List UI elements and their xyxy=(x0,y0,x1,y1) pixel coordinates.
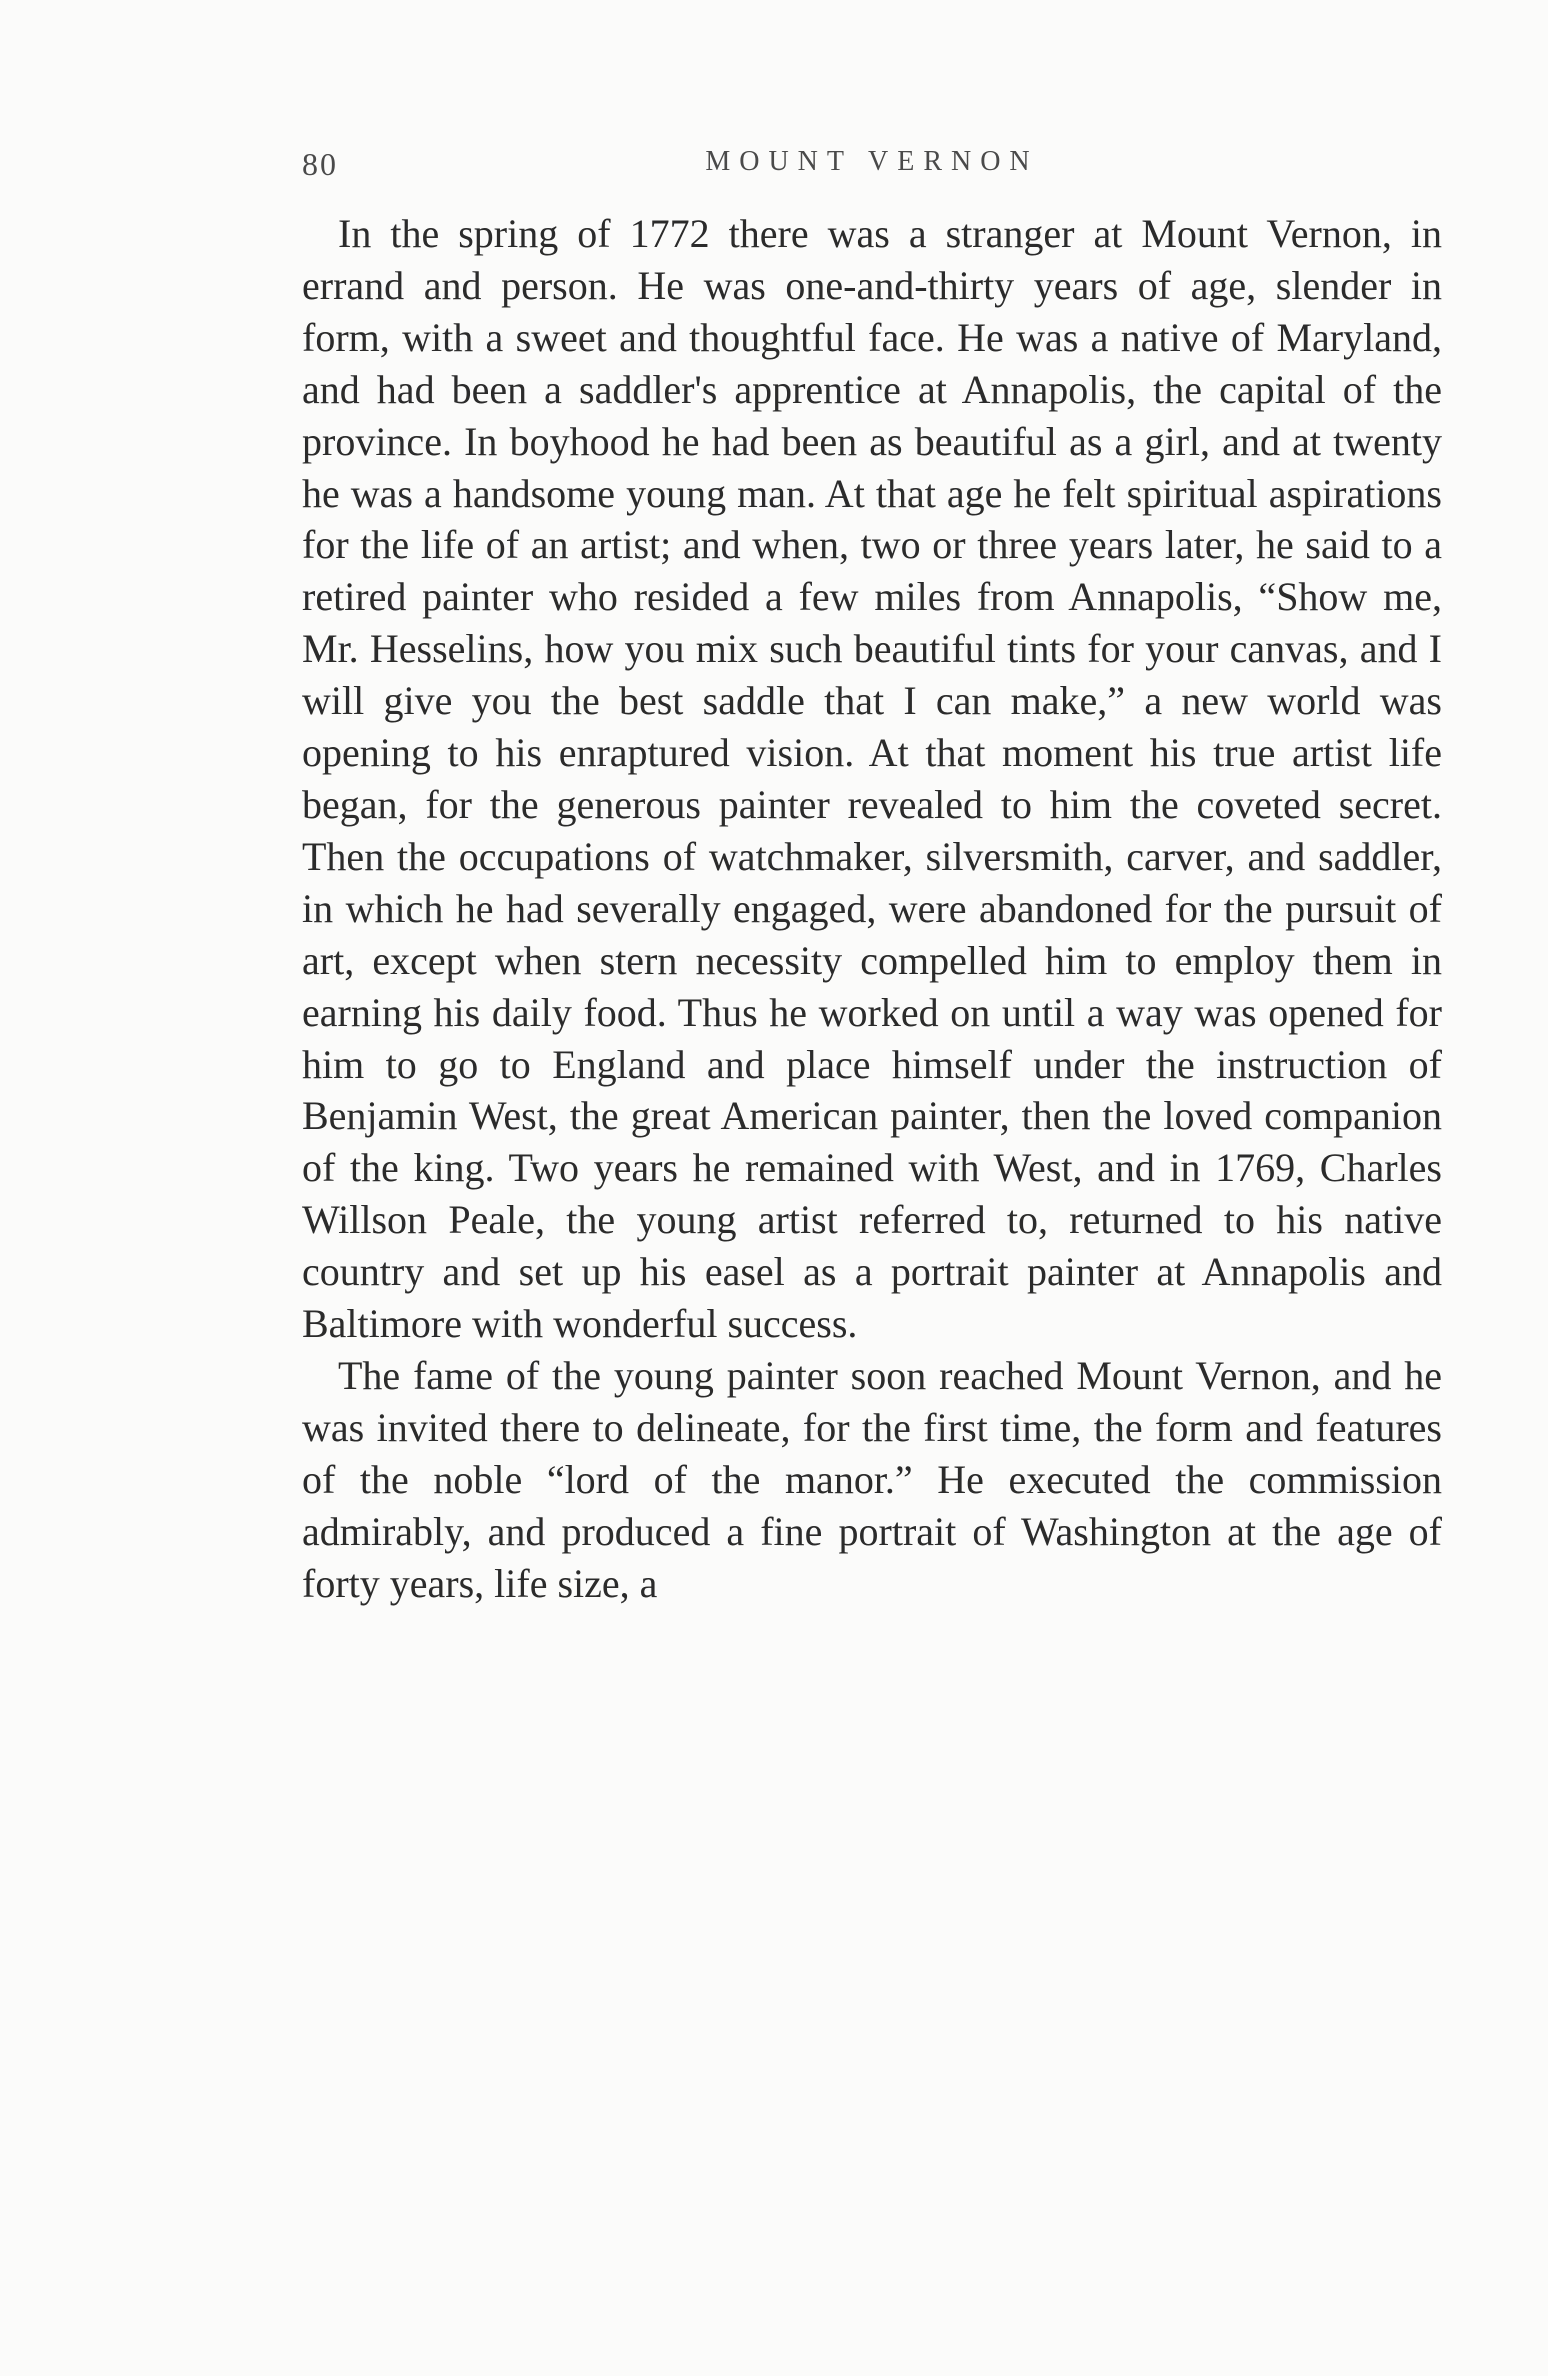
page-number: 80 xyxy=(302,146,338,182)
running-head-title: MOUNT VERNON xyxy=(705,146,1039,177)
running-head xyxy=(302,146,1442,186)
body-text xyxy=(302,208,1442,1609)
paragraph: The fame of the young painter soon reached Mount Vernon, and he was invited there to delineate, for the first time, the form and features of the noble “lord of the manor.” He executed the commission admirably, and produced a fine portrait of Washington at the age of forty years, life size, a xyxy=(302,1352,1442,1606)
paragraph: In the spring of 1772 there was a stranger at Mount Vernon, in errand and person. He was one-and-thirty years of age, slender in form, with a sweet and thoughtful face. He was a native of Maryland, and had been a saddler's apprentice at Annapolis, the capital of the province. In boyhood he had been as beautiful as a girl, and at twenty he was a handsome young man. At that age he felt spiritual aspirations for the life of an artist; and when, two or three years later, he said to a retired painter who resided a few miles from Annapolis, “Show me, Mr. Hesselins, how you mix such beautiful tints for your canvas, and I will give you the best saddle that I can make,” a new world was opening to his enraptured vision. At that moment his true artist life began, for the generous painter revealed to him the coveted secret. Then the occupations of watchmaker, silversmith, carver, and saddler, in which he had severally engaged, were abandoned for the pursuit of art, except when stern necessity compelled him to employ them in earning his daily food. Thus he worked on until a way was opened for him to go to England and place himself under the instruction of Benjamin West, the great American painter, then the loved companion of the king. Two years he remained with West, and in 1769, Charles Willson Peale, the young artist referred to, returned to his native country and set up his easel as a portrait painter at Annapolis and Baltimore with wonderful success. xyxy=(302,211,1442,1347)
